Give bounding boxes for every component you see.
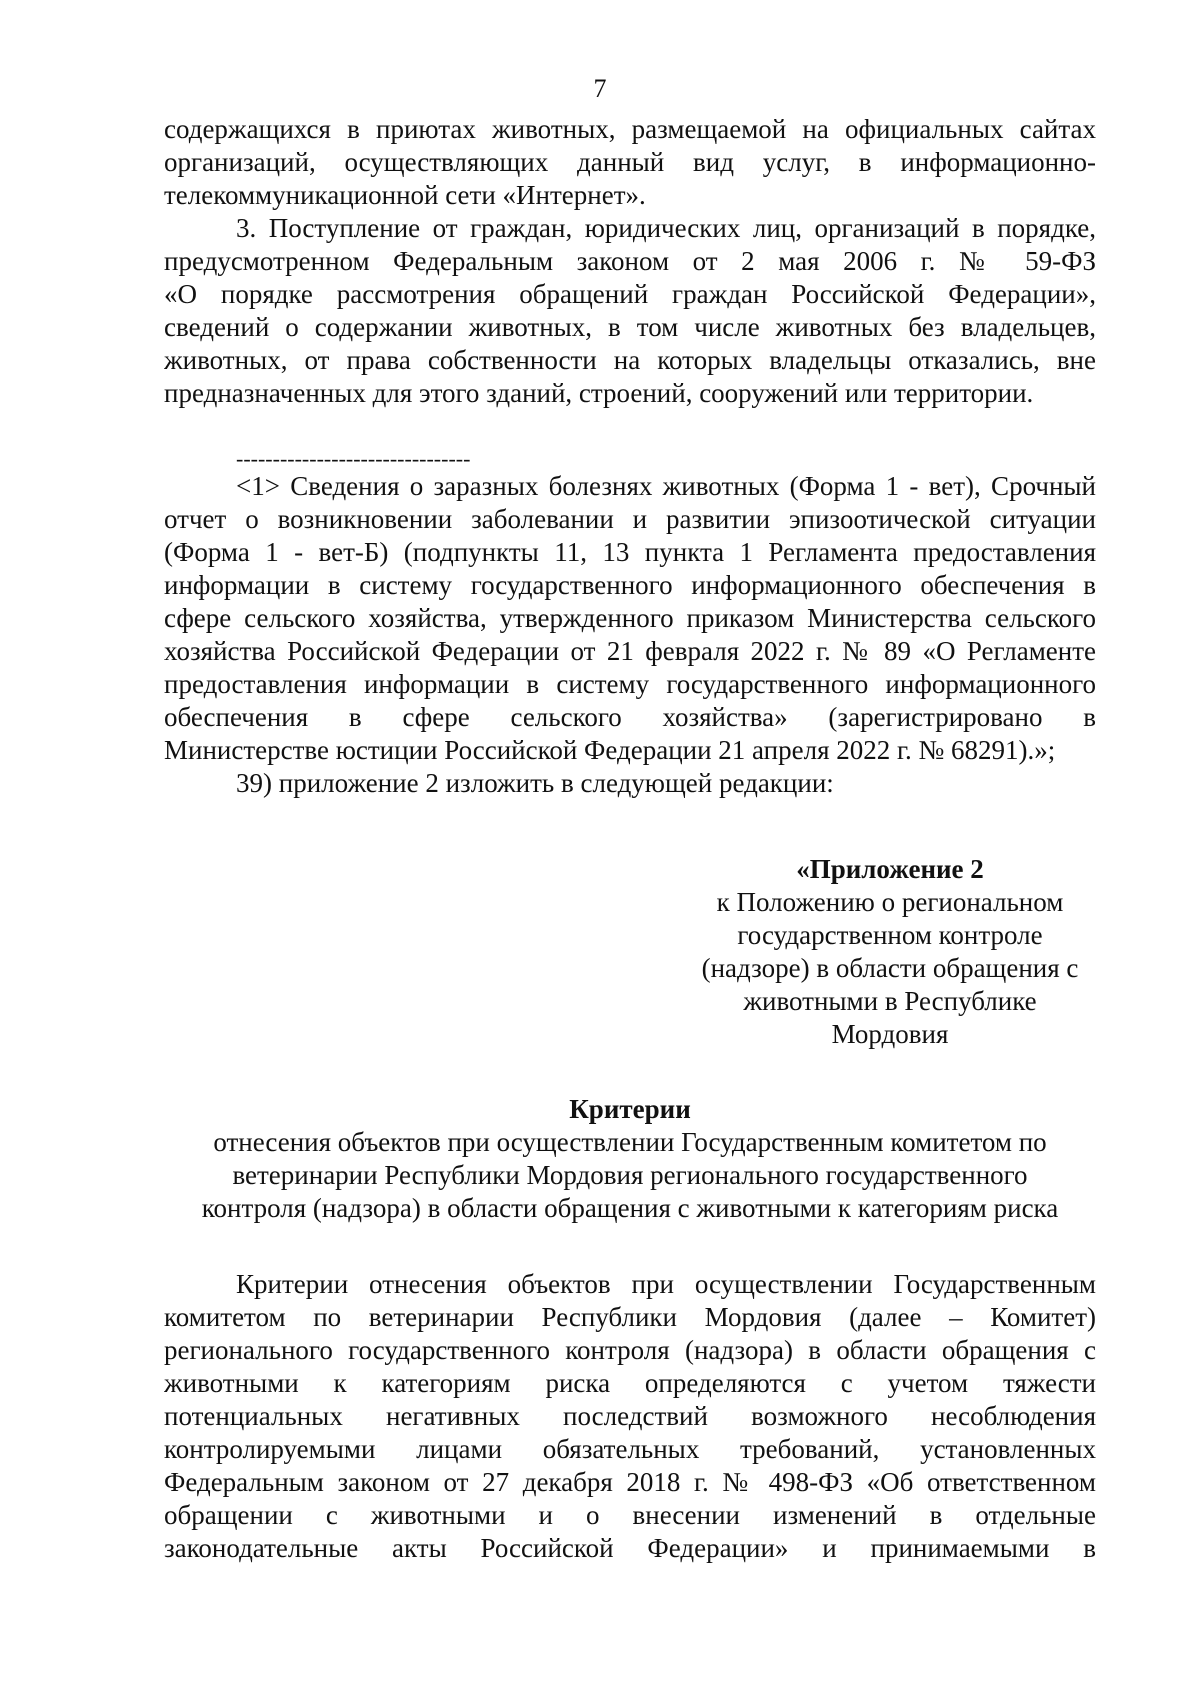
criteria-body-line: законодательные акты Российской Федерации» и принимаемыми в <box>164 1533 1096 1563</box>
footnote-line: обеспечения в сфере сельского хозяйства» (зарегистрировано в <box>164 702 1096 732</box>
text-line: сведений о содержании животных, в том числе животных без владельцев, <box>164 312 1096 342</box>
appendix-title: «Приложение 2 <box>796 854 984 884</box>
criteria-body-line: контролируемыми лицами обязательных требований, установленных <box>164 1434 1096 1464</box>
criteria-subtitle-line: ветеринарии Республики Мордовия регионального государственного <box>232 1160 1028 1190</box>
paragraph-3-start: 3. Поступление от граждан, юридических лиц, организаций в порядке, <box>236 213 1096 243</box>
text-line: животных, от права собственности на которых владельцы отказались, вне <box>164 345 1096 375</box>
criteria-body-line: Критерии отнесения объектов при осуществлении Государственным <box>236 1269 1096 1299</box>
criteria-subtitle-line: отнесения объектов при осуществлении Государственным комитетом по <box>213 1127 1047 1157</box>
footnote-line: информации в систему государственного информационного обеспечения в <box>164 570 1096 600</box>
appendix-line: Мордовия <box>831 1019 949 1049</box>
page-number: 7 <box>593 74 607 103</box>
appendix-header <box>680 853 1100 1051</box>
criteria-body-line: животными к категориям риска определяются с учетом тяжести <box>164 1368 1096 1398</box>
footnote-line: Министерстве юстиции Российской Федерации 21 апреля 2022 г. № 68291).»; <box>164 735 1056 765</box>
criteria-title: Критерии <box>569 1094 691 1124</box>
criteria-body-text <box>164 1268 1096 1565</box>
criteria-body-line: обращении с животными и о внесении изменений в отдельные <box>164 1500 1096 1530</box>
appendix-line: к Положению о региональном <box>716 887 1064 917</box>
footnote-line: <1> Сведения о заразных болезнях животных (Форма 1 - вет), Срочный <box>236 471 1096 501</box>
appendix-line: (надзоре) в области обращения с <box>701 953 1079 983</box>
footnote-line: (Форма 1 - вет-Б) (подпункты 11, 13 пункта 1 Регламента предоставления <box>164 537 1096 567</box>
text-line: содержащихся в приютах животных, размещаемой на официальных сайтах <box>164 114 1096 144</box>
text-line: предназначенных для этого зданий, строений, сооружений или территории. <box>164 378 1034 408</box>
footnote-separator: -------------------------------- <box>236 448 471 470</box>
footnote-text <box>164 470 1096 800</box>
footnote-line: отчет о возникновении заболевании и развитии эпизоотической ситуации <box>164 504 1096 534</box>
intro-text <box>164 113 1096 410</box>
criteria-body-line: потенциальных негативных последствий возможного несоблюдения <box>164 1401 1096 1431</box>
footnote-line: предоставления информации в систему государственного информационного <box>164 669 1096 699</box>
criteria-subtitle-line: контроля (надзора) в области обращения с животными к категориям риска <box>201 1193 1059 1223</box>
text-line: предусмотренном Федеральным законом от 2 мая 2006 г. № 59-ФЗ <box>164 246 1096 276</box>
appendix-line: государственном контроле <box>737 920 1043 950</box>
text-line: телекоммуникационной сети «Интернет». <box>164 180 646 210</box>
item-39-line: 39) приложение 2 изложить в следующей редакции: <box>236 768 834 798</box>
criteria-body-line: регионального государственного контроля (надзора) в области обращения с <box>164 1335 1096 1365</box>
footnote-line: хозяйства Российской Федерации от 21 февраля 2022 г. № 89 «О Регламенте <box>164 636 1096 666</box>
text-line: «О порядке рассмотрения обращений граждан Российской Федерации», <box>164 279 1096 309</box>
criteria-heading <box>160 1093 1100 1225</box>
appendix-line: животными в Республике <box>743 986 1037 1016</box>
text-line: организаций, осуществляющих данный вид услуг, в информационно- <box>164 147 1096 177</box>
footnote-line: сфере сельского хозяйства, утвержденного приказом Министерства сельского <box>164 603 1096 633</box>
criteria-body-line: Федеральным законом от 27 декабря 2018 г. № 498-ФЗ «Об ответственном <box>164 1467 1096 1497</box>
criteria-body-line: комитетом по ветеринарии Республики Мордовия (далее – Комитет) <box>164 1302 1096 1332</box>
